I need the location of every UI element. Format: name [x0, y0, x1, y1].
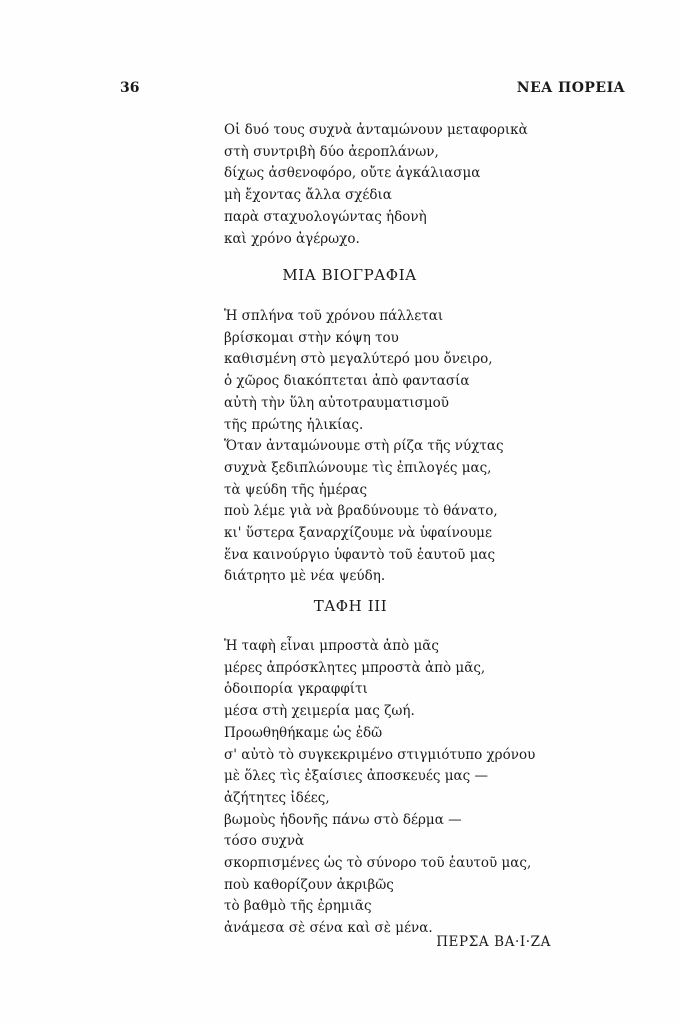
poem-line: τὰ ψεύδη τῆς ἡμέρας	[224, 481, 368, 498]
poem-line: ποὺ λέμε γιὰ νὰ βραδύνουμε τὸ θάνατο,	[224, 503, 498, 520]
poem-line: ὁ χῶρος διακόπτεται ἀπὸ φαντασία	[224, 373, 470, 390]
poem-line: Προωθηθήκαμε ὡς ἐδῶ	[224, 724, 383, 741]
poem-line: Ἡ σπλήνα τοῦ χρόνου πάλλεται	[224, 308, 444, 324]
poem-line: αὐτὴ τὴν ὕλη αὐτοτραυματισμοῦ	[224, 394, 449, 411]
author-name: ΠΕΡΣΑ ΒΑ·Ι·ΖΑ	[436, 934, 551, 950]
intro-stanza	[224, 120, 528, 250]
poem-biografia-body	[224, 306, 504, 588]
poem-line: τόσο συχνὰ	[224, 833, 305, 850]
poem-line: δίχως ἀσθενοφόρο, οὔτε ἀγκάλιασμα	[224, 165, 481, 182]
poem-line: ποὺ καθορίζουν ἀκριβῶς	[224, 876, 394, 893]
poem-line: βρίσκομαι στὴν κόψη του	[224, 329, 399, 346]
poem-line: ἀζήτητες ἰδέες,	[224, 789, 330, 806]
poem-title-tafi: ΤΑΦΗ ΙΙΙ	[313, 597, 388, 615]
poem-line: Οἱ δυό τους συχνὰ ἀνταμώνουν μεταφορικὰ	[224, 122, 528, 138]
poem-line: Ἡ ταφὴ εἶναι μπροστὰ ἀπὸ μᾶς	[224, 638, 439, 654]
poem-line: καθισμένη στὸ μεγαλύτερό μου ὄνειρο,	[224, 351, 493, 368]
poem-line: βωμοὺς ἡδονῆς πάνω στὸ δέρμα —	[224, 811, 462, 828]
poem-line: παρὰ σταχυολογώντας ἡδονὴ	[224, 208, 427, 225]
poem-line: κι' ὕστερα ξαναρχίζουμε νὰ ὑφαίνουμε	[224, 525, 492, 542]
poem-line: ἕνα καινούργιο ὑφαντὸ τοῦ ἑαυτοῦ μας	[224, 546, 496, 563]
poem-line: Ὅταν ἀνταμώνουμε στὴ ρίζα τῆς νύχτας	[224, 438, 504, 455]
poem-line: τὸ βαθμὸ τῆς ἐρημιᾶς	[224, 898, 372, 915]
poem-line: καὶ χρόνο ἀγέρωχο.	[224, 230, 360, 247]
poem-line: σκορπισμένες ὡς τὸ σύνορο τοῦ ἑαυτοῦ μας,	[224, 855, 532, 872]
poem-line: μέρες ἀπρόσκλητες μπροστὰ ἀπὸ μᾶς,	[224, 659, 486, 676]
poem-line: στὴ συντριβὴ δύο ἀεροπλάνων,	[224, 143, 439, 160]
poem-line: συχνὰ ξεδιπλώνουμε τὶς ἐπιλογές μας,	[224, 459, 492, 476]
poem-line: μὲ ὅλες τὶς ἐξαίσιες ἀποσκευές μας —	[224, 768, 488, 785]
poem-line: ὁδοιπορία γκραφφίτι	[224, 681, 368, 698]
poem-line: διάτρητο μὲ νέα ψεύδη.	[224, 568, 386, 585]
poem-tafi-body	[224, 636, 535, 940]
poem-title-biografia: ΜΙΑ ΒΙΟΓΡΑΦΙΑ	[282, 266, 417, 284]
poem-line: μέσα στὴ χειμερία μας ζωή.	[224, 703, 415, 720]
page-number: 36	[120, 80, 140, 96]
poem-line: ἀνάμεσα σὲ σένα καὶ σὲ μένα.	[224, 920, 433, 937]
poem-line: σ' αὐτὸ τὸ συγκεκριμένο στιγμιότυπο χρόνου	[224, 746, 536, 763]
poem-line: τῆς πρώτης ἡλικίας.	[224, 416, 364, 433]
journal-title: ΝΕΑ ΠΟΡΕΙΑ	[516, 80, 625, 96]
poem-line: μὴ ἔχοντας ἄλλα σχέδια	[224, 187, 392, 204]
